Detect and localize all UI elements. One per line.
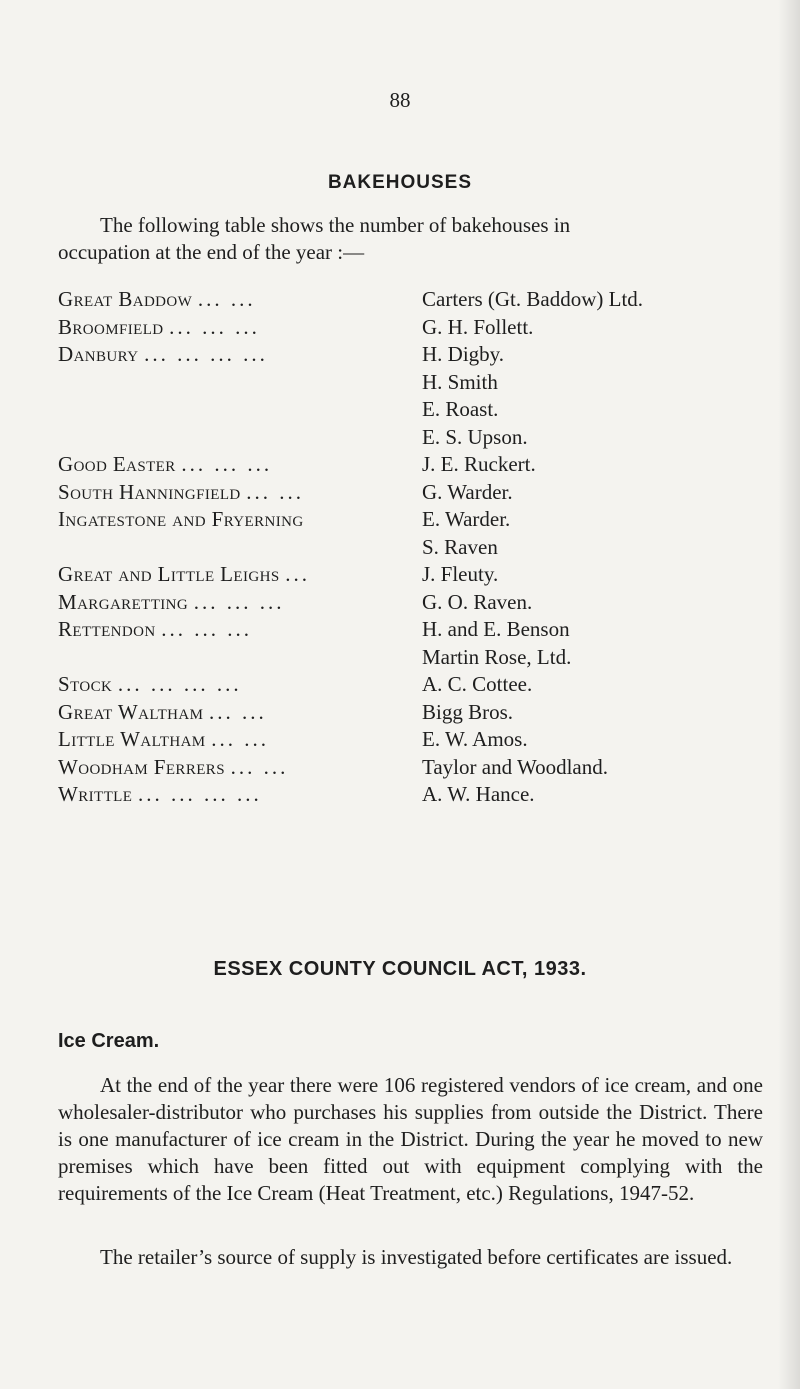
district-cell (58, 341, 422, 369)
district-cell (58, 616, 422, 644)
owner-name: S. Raven (422, 534, 498, 559)
owner-name: H. Digby. (422, 342, 505, 366)
owner-name: J. E. Ruckert. (422, 452, 536, 476)
district-name: South Hanningfield (58, 479, 241, 504)
owners-cell (422, 726, 778, 754)
district-name: Margaretting (58, 589, 189, 614)
owner-name: A. C. Cottee. (422, 672, 533, 696)
district-name: Little Waltham (58, 727, 206, 751)
owners-cell (422, 589, 778, 617)
owner-name: Carters (Gt. Baddow) Ltd. (422, 287, 644, 311)
table-row (58, 726, 778, 754)
district-name: Broomfield (58, 314, 164, 339)
district-cell (58, 506, 422, 534)
owner-name: J. Fleuty. (422, 562, 499, 586)
owners-cell (422, 286, 778, 314)
owners-cell (422, 341, 778, 451)
owner-name: Martin Rose, Ltd. (422, 644, 572, 669)
district-cell (58, 451, 422, 479)
district-name: Great Waltham (58, 699, 204, 724)
owner-name: H. and E. Benson (422, 617, 570, 641)
leader-dots: ... ... (211, 727, 269, 751)
owner-name: E. Warder. (422, 507, 511, 531)
leader-dots: ... (285, 562, 310, 586)
table-row (58, 561, 778, 589)
owner-name: A. W. Hance. (422, 782, 535, 806)
table-row (58, 479, 778, 507)
owners-cell (422, 479, 778, 507)
intro-line-1: The following table shows the number of bakehouses in (100, 213, 571, 237)
section-title-bakehouses: BAKEHOUSES (327, 172, 473, 193)
table-row (58, 781, 778, 809)
district-cell (58, 561, 422, 589)
page-number: 88 (389, 88, 411, 112)
district-cell (58, 781, 422, 809)
owner-name: G. O. Raven. (422, 589, 533, 614)
owner-name: Taylor and Woodland. (422, 754, 608, 779)
owners-cell (422, 314, 778, 342)
subheading-ice-cream: Ice Cream. (58, 1030, 160, 1052)
district-cell (58, 479, 422, 507)
leader-dots: ... ... (209, 699, 267, 724)
leader-dots: ... ... ... (181, 452, 273, 476)
section-title-essex-act: ESSEX COUNTY COUNCIL ACT, 1933. (213, 958, 587, 980)
owner-name: G. Warder. (422, 479, 513, 504)
leader-dots: ... ... ... ... (137, 782, 262, 806)
district-name: Ingatestone and Fryerning (58, 507, 304, 531)
district-cell (58, 726, 422, 754)
leader-dots: ... ... ... (161, 617, 252, 641)
owners-cell (422, 506, 778, 561)
table-row (58, 699, 778, 727)
leader-dots: ... ... (246, 479, 305, 504)
district-cell (58, 671, 422, 699)
leader-dots: ... ... (230, 754, 289, 779)
owners-cell (422, 754, 778, 782)
district-name: Rettendon (58, 617, 156, 641)
leader-dots: ... ... ... ... (117, 672, 242, 696)
district-name: Stock (58, 672, 113, 696)
leader-dots: ... ... ... (169, 314, 260, 339)
district-name: Woodham Ferrers (58, 754, 225, 779)
district-name: Good Easter (58, 452, 176, 476)
owner-name: E. Roast. (422, 397, 499, 421)
table-row (58, 314, 778, 342)
owner-name: E. W. Amos. (422, 727, 528, 751)
leader-dots: ... ... ... ... (144, 342, 268, 366)
leader-dots: ... ... (197, 287, 256, 311)
table-row (58, 616, 778, 671)
table-row (58, 451, 778, 479)
district-name: Danbury (58, 342, 139, 366)
owner-name: G. H. Follett. (422, 314, 534, 339)
owner-name: H. Smith (422, 369, 498, 394)
district-cell (58, 314, 422, 342)
ice-cream-paragraph-2: The retailer’s source of supply is investigated before certificates are issued. (100, 1245, 733, 1269)
district-cell (58, 754, 422, 782)
owners-cell (422, 671, 778, 699)
district-name: Great and Little Leighs (58, 562, 280, 586)
district-cell (58, 286, 422, 314)
intro-paragraph (58, 212, 763, 266)
district-cell (58, 699, 422, 727)
district-name: Writtle (58, 782, 133, 806)
intro-line-2: occupation at the end of the year :— (58, 240, 365, 264)
owner-name: E. S. Upson. (422, 424, 528, 449)
table-row (58, 286, 778, 314)
district-cell (58, 589, 422, 617)
table-row (58, 671, 778, 699)
leader-dots: ... ... ... (193, 589, 285, 614)
owners-cell (422, 451, 778, 479)
owners-cell (422, 561, 778, 589)
bakehouse-table (58, 286, 778, 809)
table-row (58, 506, 778, 561)
owner-name: Bigg Bros. (422, 699, 514, 724)
owners-cell (422, 781, 778, 809)
table-row (58, 754, 778, 782)
table-row (58, 589, 778, 617)
table-row (58, 341, 778, 451)
owners-cell (422, 699, 778, 727)
district-name: Great Baddow (58, 287, 193, 311)
ice-cream-paragraph-1: At the end of the year there were 106 registered vendors of ice cream, and one wholesaler-distributor who purchases his supplies from outside the District. There is one manufacturer of ice cream in the District. During the year he moved to new premises which have been fitted out with equipment complying with the requirements of the Ice Cream (Heat Treatment, etc.) Regulations, 1947-52. (58, 1073, 763, 1205)
page-edge-shadow (778, 0, 800, 1389)
owners-cell (422, 616, 778, 671)
